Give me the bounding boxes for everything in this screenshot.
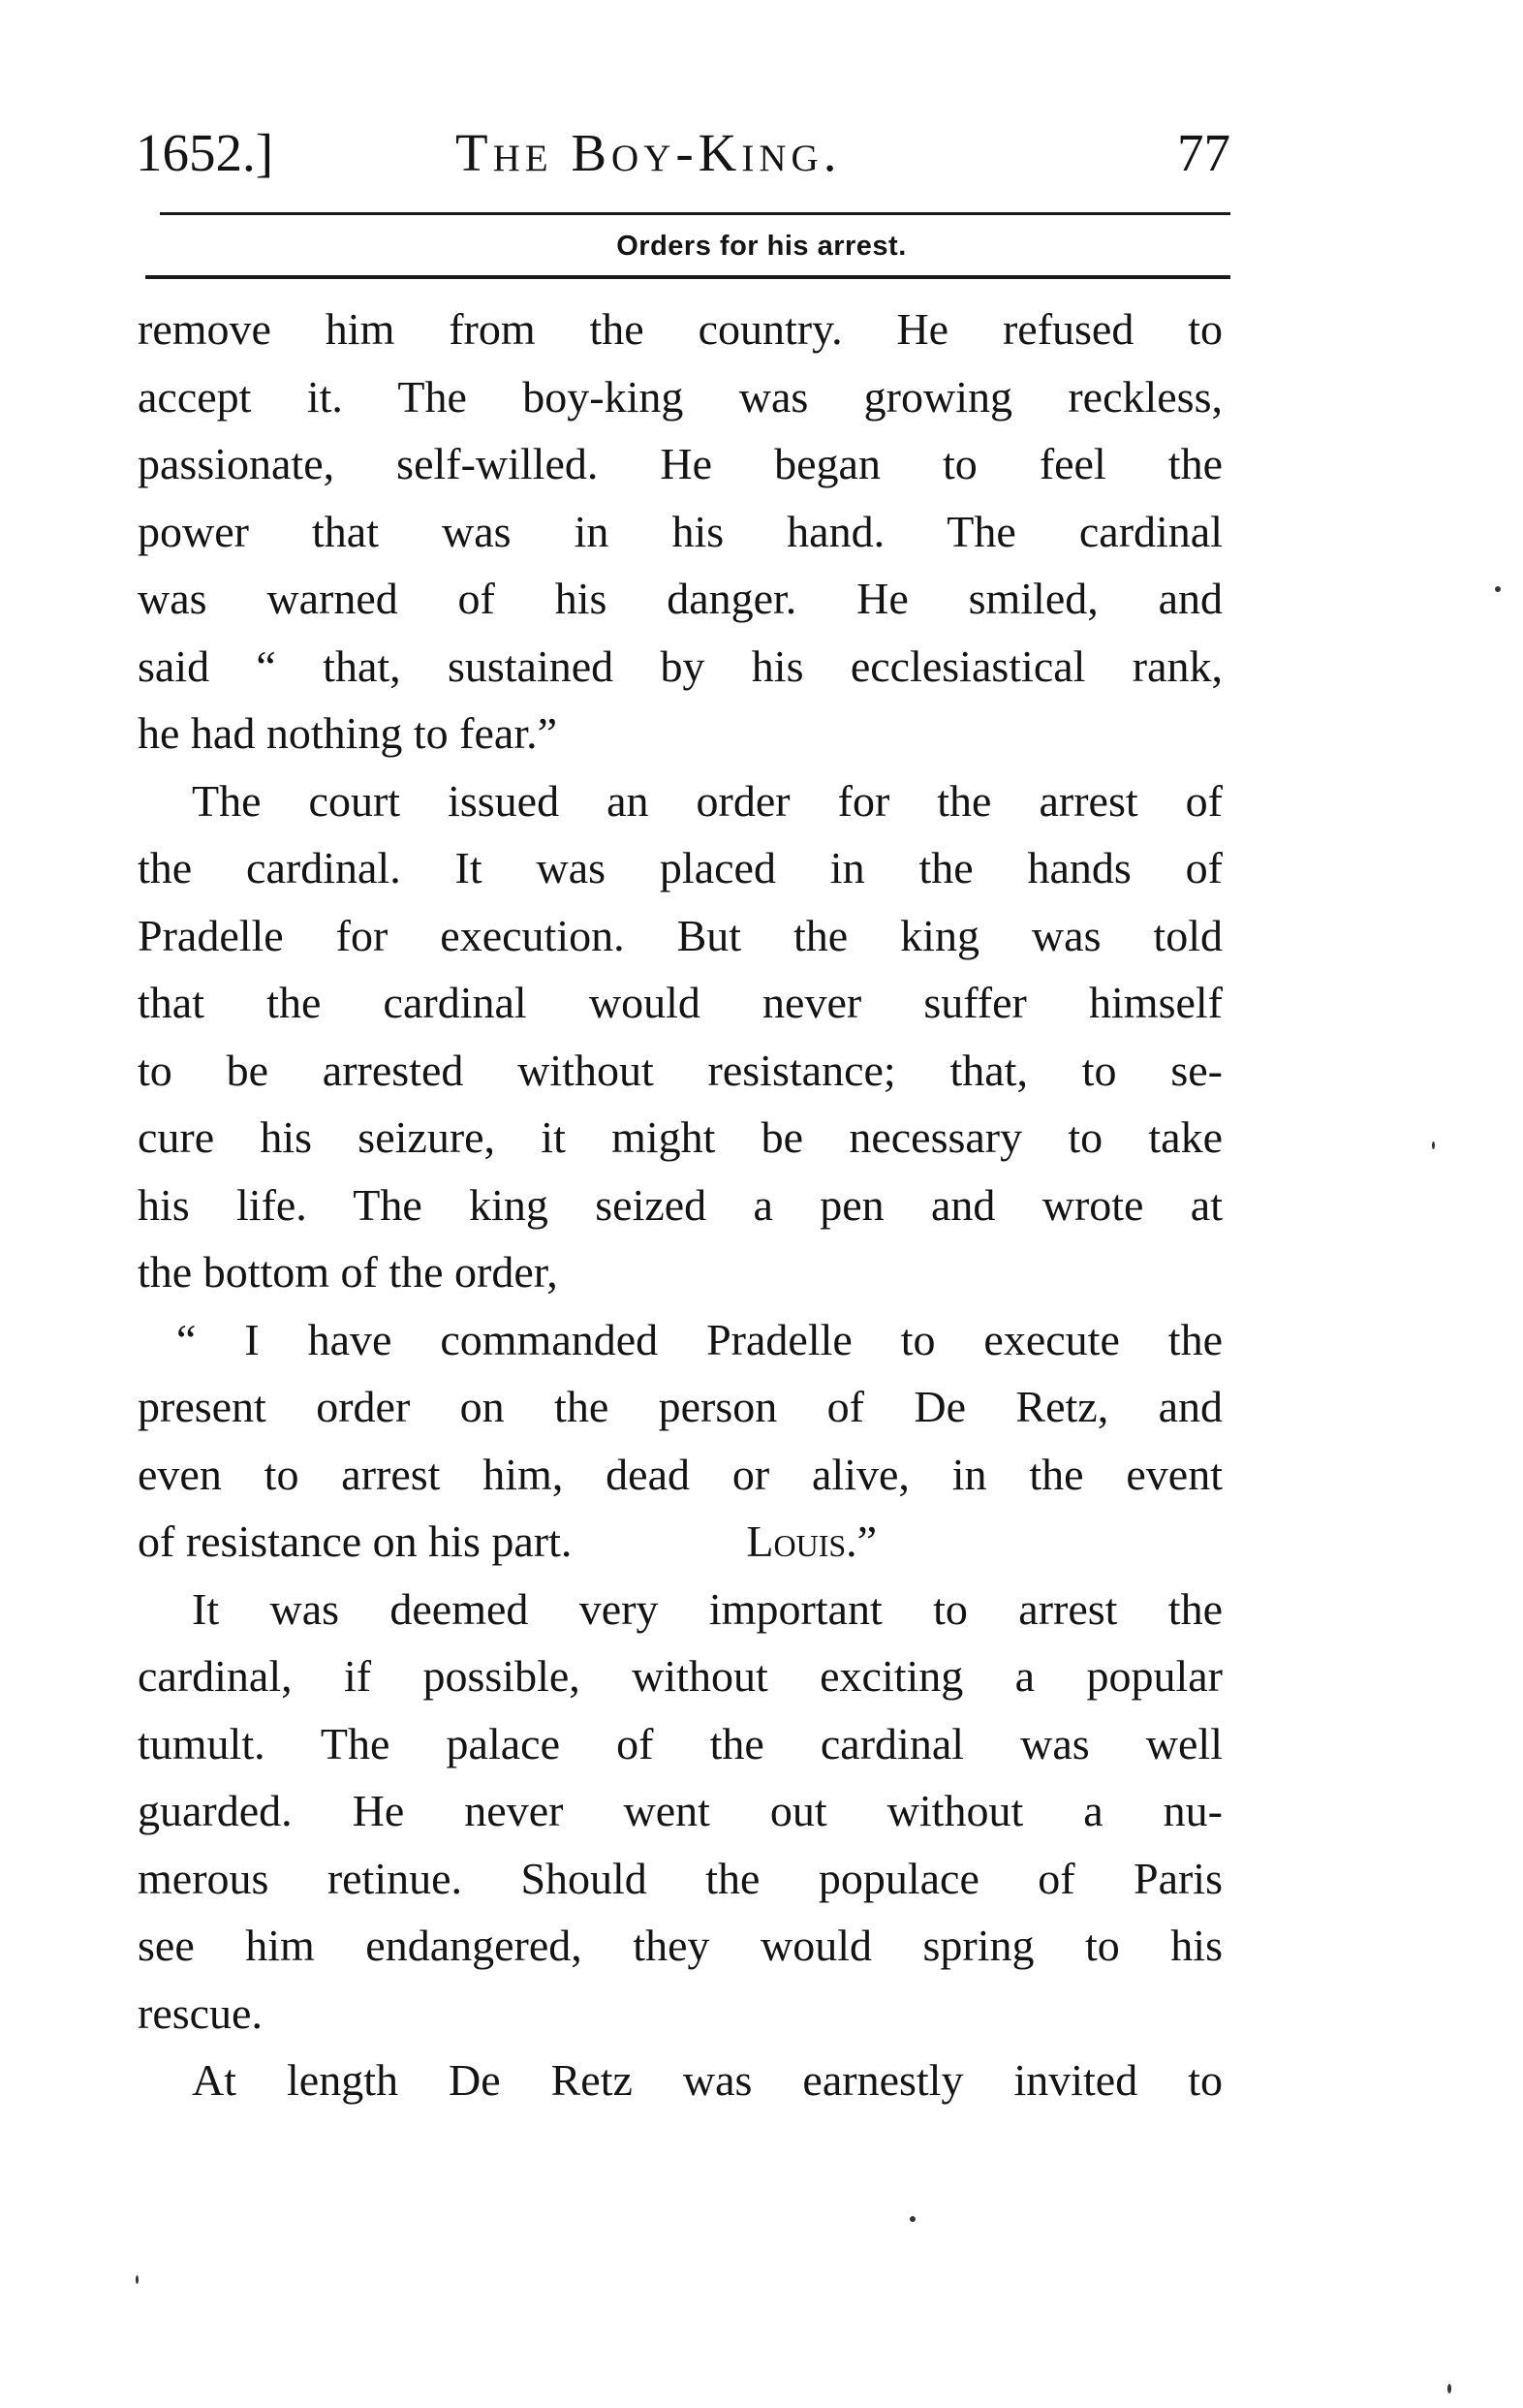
text-line: rescue. [138, 1987, 263, 2038]
text-line-with-signature [138, 1508, 1223, 1576]
text-line: his life. The king seized a pen and wrote at [138, 1179, 1223, 1230]
text-line: power that was in his hand. The cardinal [138, 506, 1223, 556]
text-line: to be arrested without resistance; that, to se- [138, 1045, 1223, 1095]
header-rule-top [160, 212, 1230, 215]
page-number: 77 [1177, 123, 1230, 182]
text-line: that the cardinal would never suffer himself [138, 978, 1223, 1027]
section-subheading: Orders for his arrest. [616, 231, 907, 262]
signature: Louis.” [746, 1517, 878, 1566]
text-line: said “ that, sustained by his ecclesiastical rank, [138, 641, 1223, 691]
text-line: The court issued an order for the arrest of [192, 775, 1223, 826]
text-line: accept it. The boy-king was growing reckless, [138, 371, 1223, 422]
header-title: The Boy-King. [455, 123, 842, 182]
text-line: even to arrest him, dead or alive, in the event [138, 1449, 1223, 1499]
scan-speck [136, 2275, 139, 2284]
text-line: tumult. The palace of the cardinal was well [138, 1718, 1223, 1768]
text-line: remove him from the country. He refused to [138, 304, 1223, 354]
text-line: he had nothing to fear.” [138, 708, 558, 758]
text-line: the cardinal. It was placed in the hands of [138, 843, 1223, 892]
text-line: merous retinue. Should the populace of Paris [138, 1853, 1223, 1903]
text-line: guarded. He never went out without a nu- [138, 1786, 1223, 1835]
text-line: was warned of his danger. He smiled, and [138, 574, 1223, 623]
text-line: present order on the person of De Retz, and [138, 1382, 1223, 1431]
text-line: cure his seizure, it might be necessary to take [138, 1112, 1223, 1162]
text-line: At length De Retz was earnestly invited to [192, 2055, 1223, 2105]
text-line: passionate, self-willed. He began to feel the [138, 439, 1223, 488]
text-line: the bottom of the order, [138, 1247, 558, 1297]
scan-speck [1447, 2384, 1451, 2393]
header-rule-bottom [145, 275, 1230, 279]
body-text [138, 296, 1223, 2114]
text-line: “ I have commanded Pradelle to execute the [176, 1314, 1223, 1364]
scan-speck [1432, 1141, 1435, 1149]
text-line: Pradelle for execution. But the king was told [138, 910, 1223, 960]
header-year: 1652.] [136, 123, 274, 182]
scan-speck [910, 2216, 916, 2222]
text-line: cardinal, if possible, without exciting a popular [138, 1651, 1223, 1701]
text-line: of resistance on his part. [138, 1517, 573, 1566]
text-line: It was deemed very important to arrest the [192, 1583, 1223, 1634]
text-line: see him endangered, they would spring to his [138, 1921, 1223, 1970]
scan-speck [1495, 586, 1501, 592]
running-header [136, 114, 1230, 192]
